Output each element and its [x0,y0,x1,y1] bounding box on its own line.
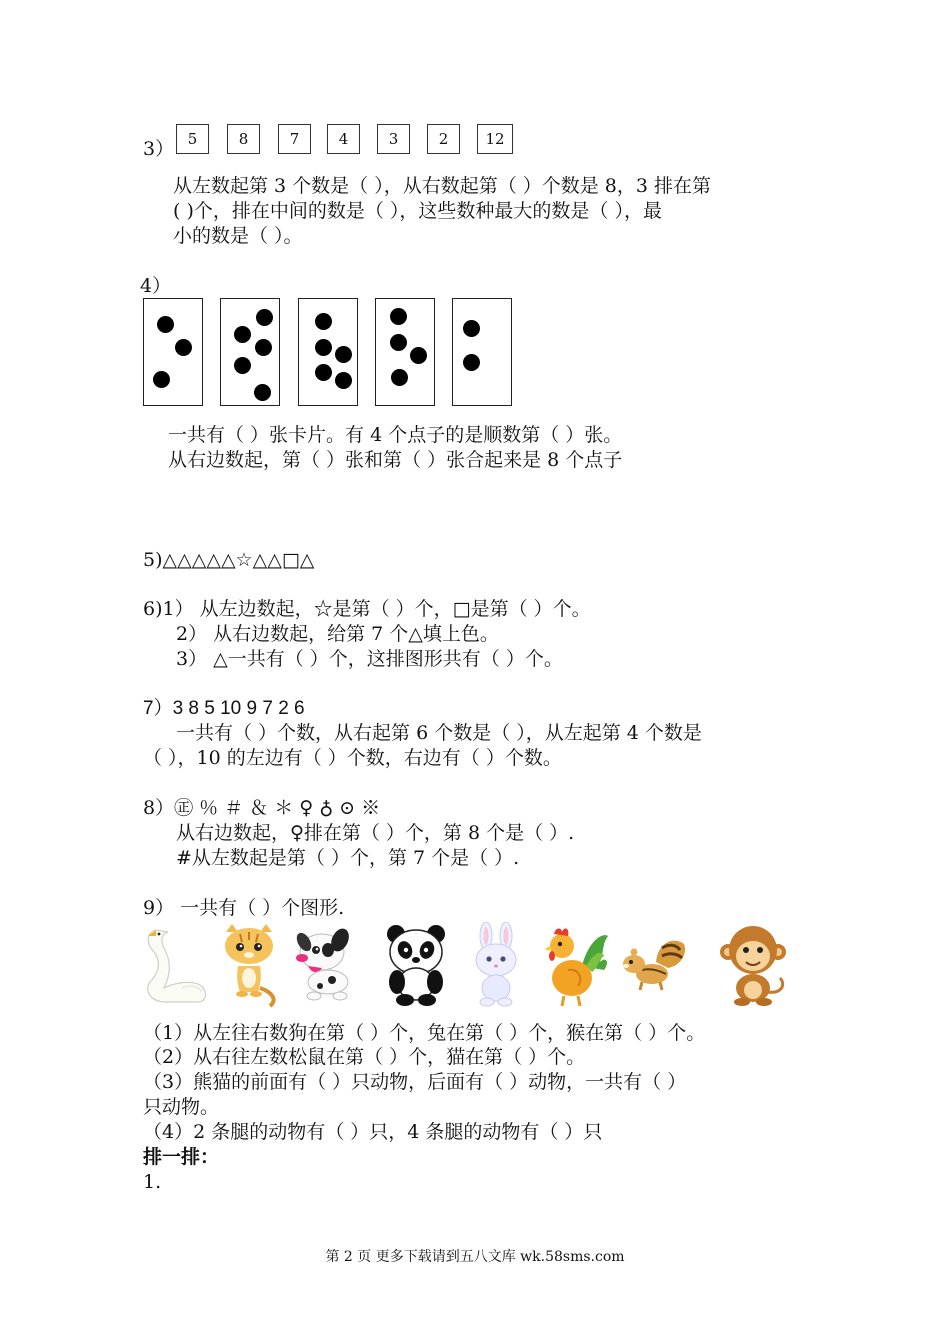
q5-shapes: 5)△△△△△☆△△□△ [143,549,315,571]
rabbit-icon [461,922,531,1008]
dot [390,308,407,325]
dot [254,384,271,401]
q3-line: 从左数起第 3 个数是（ ），从右数起第（ ）个数是 8，3 排在第 [173,175,712,197]
q7-header: 7）3 8 5 10 9 7 2 6 [143,698,305,719]
dot [315,364,332,381]
q6-line: 6)1） 从左边数起，☆是第（ ）个，□是第（ ）个。 [143,598,591,620]
q4-line: 一共有（ ）张卡片。有 4 个点子的是顺数第（ ）张。 [168,424,623,446]
q3-line: ( )个，排在中间的数是（ ），这些数种最大的数是（ ），最 [173,200,662,222]
section-item: 1. [143,1171,162,1193]
dot [335,372,352,389]
swan-icon [142,922,212,1008]
q9-line: 只动物。 [143,1096,220,1118]
q6-line: 2） 从右边数起，给第 7 个△填上色。 [176,623,499,645]
dot [410,347,427,364]
dot [463,320,480,337]
q8-line: 从右边数起，♀排在第（ ）个，第 8 个是（ ）. [176,822,575,844]
dot-card [375,298,435,406]
q9-line: （4）2 条腿的动物有（ ）只，4 条腿的动物有（ ）只 [143,1121,603,1143]
number-box: 2 [427,124,460,154]
squirrel-icon [618,922,688,1008]
dot [390,334,407,351]
rooster-icon [542,922,612,1008]
number-box: 3 [377,124,410,154]
dot [175,339,192,356]
number-box: 12 [477,124,513,154]
dot [335,346,352,363]
q3-label: 3） [143,138,175,160]
q6-line: 3） △一共有（ ）个，这排图形共有（ ）个。 [176,648,563,670]
dot-card [220,298,280,406]
dot [256,309,273,326]
number-box: 7 [278,124,311,154]
dot [255,339,272,356]
q8-header: 8）㊣ ％ ＃ ＆ ＊ ♀ ♁ ⊙ ※ [143,797,381,819]
q8-line: #从左数起是第（ ）个，第 7 个是（ ）. [176,847,520,869]
dot-card [452,298,512,406]
dot [157,316,174,333]
dot [315,313,332,330]
cat-icon [214,922,284,1008]
q9-line: （2）从右往左数松鼠在第（ ）个，猫在第（ ）个。 [143,1046,586,1068]
section-title: 排一排： [143,1146,220,1168]
dot [234,326,251,343]
q7-line: 一共有（ ）个数，从右起第 6 个数是（ ），从左起第 4 个数是 [176,722,702,744]
q9-header: 9） 一共有（ ）个图形. [143,897,345,919]
dog-icon [288,922,358,1008]
dot [463,354,480,371]
q7-line: （ ），10 的左边有（ ）个数，右边有（ ）个数。 [143,747,562,769]
dot [315,339,332,356]
monkey-icon [718,922,788,1008]
panda-icon [381,922,451,1008]
number-box: 5 [176,124,209,154]
q9-line: （1）从左往右数狗在第（ ）个，兔在第（ ）个，猴在第（ ）个。 [143,1022,706,1044]
dot-card [143,298,203,406]
q4-label: 4） [140,275,172,297]
number-box: 4 [327,124,360,154]
dot [234,357,251,374]
dot [391,369,408,386]
q4-line: 从右边数起，第（ ）张和第（ ）张合起来是 8 个点子 [168,449,623,471]
dot-card [298,298,358,406]
q9-line: （3）熊猫的前面有（ ）只动物，后面有（ ）动物，一共有（ ） [143,1071,687,1093]
q3-line: 小的数是（ ）。 [173,225,303,247]
page-footer: 第 2 页 更多下载请到五八文库 wk.58sms.com [325,1249,625,1265]
number-box: 8 [227,124,260,154]
dot [153,371,170,388]
